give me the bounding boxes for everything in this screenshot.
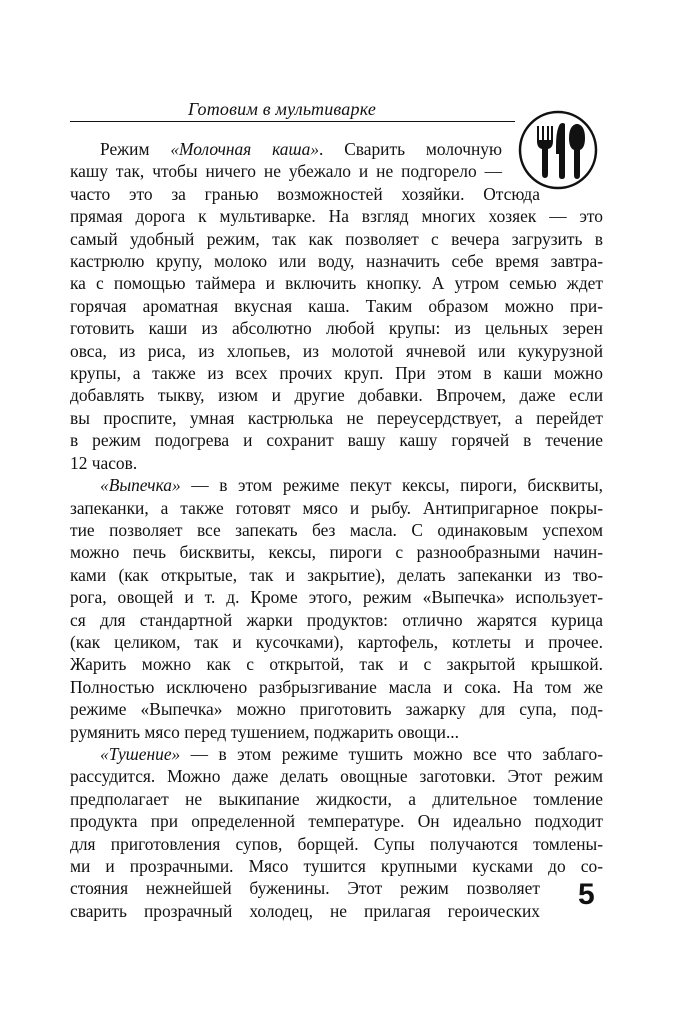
text-line: прямая дорога к мультиварке. На взгляд многих хозяек — это [70,206,603,227]
text-line: самый удобный режим, так как позволяет с вечера загрузить в [70,228,603,249]
text-line: ся для стандартной жарки продуктов: отлично жарятся курица [70,609,603,630]
text-line: крупы, а также из всех прочих круп. При этом в каши можно [70,363,603,384]
text-line: «Тушение» — в этом режиме тушить можно все что заблаго- [100,743,603,764]
text-line: продукта при определенной температуре. Он идеально подходит [70,811,603,832]
text-line: в режим подогрева и сохранит вашу кашу горячей в течение [70,430,603,451]
text-line: горячая ароматная вкусная каша. Таким образом можно при- [70,295,603,316]
text-line: ка с помощью таймера и включить кнопку. А утром семью ждет [70,273,603,294]
paragraph-baking [70,474,603,743]
paragraph-milk-porridge [70,138,603,474]
text-line: готовить каши из абсолютно любой крупы: из цельных зерен [70,318,603,339]
text-line: кастрюлю крупу, молоко или воду, назначить себе время завтра- [70,251,603,272]
text-line: запеканки, а также готовят мясо и рыбу. Антипригарное покры- [70,497,603,518]
text-line: овса, из риса, из хлопьев, из молотой ячневой или кукурузной [70,340,603,361]
text-line: можно печь бисквиты, кексы, пироги с разнообразными начин- [70,542,603,563]
text-line: рассудится. Можно даже делать овощные заготовки. Этот режим [70,766,603,787]
text-line: предполагает не выкипание жидкости, а длительное томление [70,788,603,809]
text-line: (как целиком, так и кусочками), картофель, котлеты и прочее. [70,631,603,652]
text-line: рога, овощей и т. д. Кроме этого, режим «Выпечка» использует- [70,587,603,608]
body-text [70,138,603,922]
running-header: Готовим в мультиварке [188,99,377,119]
text-line: режиме «Выпечка» можно приготовить зажарку для супа, под- [70,699,603,720]
text-line: вы проспите, умная кастрюлька не переусердствует, а перейдет [70,407,603,428]
paragraph-stewing [70,743,603,922]
text-line: для приготовления супов, борщей. Супы получаются томлены- [70,833,603,854]
text-line: кашу так, чтобы ничего не убежало и не подгорело — [70,161,502,182]
text-line: тие позволяет все запекать без масла. С одинаковым успехом [70,519,603,540]
text-line: «Выпечка» — в этом режиме пекут кексы, пироги, бисквиты, [100,475,603,496]
text-line: Жарить можно как с открытой, так и с закрытой крышкой. [70,654,603,675]
text-line: стояния нежнейшей буженины. Этот режим позволяет [70,878,540,899]
text-line: 12 часов. [70,452,138,473]
text-line: часто это за гранью возможностей хозяйки. Отсюда [70,183,540,204]
text-line: Полностью исключено разбрызгивание масла и сока. На том же [70,676,603,697]
text-line: ми и прозрачными. Мясо тушится крупными кусками до со- [70,856,603,876]
page-number: 5 [578,878,595,911]
text-line: Режим «Молочная каша». Сварить молочную [100,139,502,159]
header-rule [70,121,515,122]
text-line: сварить прозрачный холодец, не прилагая героических [70,900,540,921]
text-line: добавлять тыкву, изюм и другие добавки. Впрочем, даже если [70,385,603,406]
text-line: ками (как открытые, так и закрытие), делать запеканки из тво- [70,564,603,585]
text-line: румянить мясо перед тушением, поджарить овощи... [70,721,459,742]
